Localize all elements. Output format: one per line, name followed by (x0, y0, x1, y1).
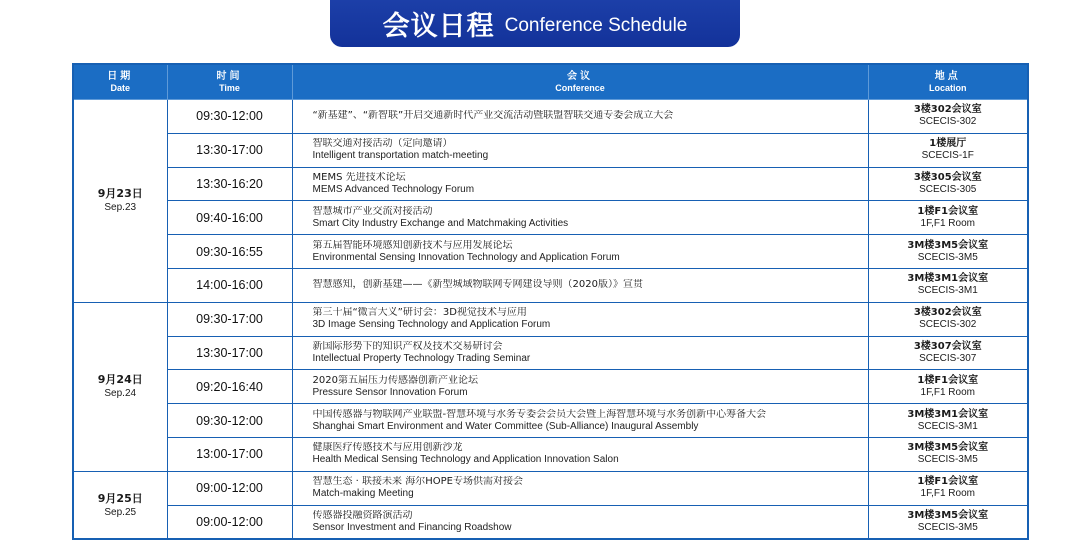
time-cell: 09:30-12:00 (167, 100, 292, 134)
location-cell (868, 235, 1028, 269)
location-en: 1F,F1 Room (920, 217, 975, 229)
table-row (73, 268, 1028, 302)
conference-cell (292, 437, 868, 471)
conference-title-zh: MEMS 先进技术论坛 (312, 171, 406, 183)
location-cell (868, 404, 1028, 438)
location-cell (868, 370, 1028, 404)
conference-title-zh: 智慧城市产业交流对接活动 (312, 205, 433, 217)
location-cell (868, 100, 1028, 134)
date-en: Sep.25 (104, 506, 137, 518)
conference-title-en: 3D Image Sensing Technology and Application Forum (312, 319, 551, 331)
time-cell: 09:30-17:00 (167, 302, 292, 336)
location-en: SCECIS-1F (921, 150, 974, 162)
table-row (73, 235, 1028, 269)
conference-title-en: Intellectual Property Technology Trading Seminar (312, 352, 531, 364)
location-zh: 3M楼3M1会议室 (907, 408, 989, 420)
header-time-zh: 时间 (216, 70, 243, 82)
location-zh: 3M楼3M1会议室 (907, 273, 989, 285)
schedule-body (73, 100, 1028, 540)
table-row (73, 100, 1028, 134)
conference-title-zh: 新国际形势下的知识产权及技术交易研讨会 (312, 340, 503, 352)
location-en: SCECIS-3M5 (917, 251, 978, 263)
conference-title-en: Sensor Investment and Financing Roadshow (312, 521, 512, 533)
table-row (73, 437, 1028, 471)
location-en: SCECIS-305 (919, 183, 977, 195)
time-cell: 09:20-16:40 (167, 370, 292, 404)
conference-cell (292, 302, 868, 336)
conference-title-zh: 中国传感器与物联网产业联盟-智慧环境与水务专委会会员大会暨上海智慧环境与水务创新中心筹备大会 (312, 408, 767, 420)
table-row (73, 336, 1028, 370)
conference-title-zh: 第五届智能环境感知创新技术与应用发展论坛 (312, 239, 513, 251)
table-row (73, 471, 1028, 505)
conference-title-en: Environmental Sensing Innovation Technology and Application Forum (312, 251, 620, 263)
banner-title-cn: 会议日程 (382, 11, 495, 42)
date-en: Sep.23 (104, 202, 137, 214)
conference-title-en: Health Medical Sensing Technology and Application Innovation Salon (312, 454, 619, 466)
location-en: 1F,F1 Room (920, 488, 975, 500)
location-zh: 1楼F1会议室 (917, 374, 979, 386)
conference-title-zh: 传感器投融资路演活动 (312, 509, 413, 521)
table-row (73, 370, 1028, 404)
location-cell (868, 201, 1028, 235)
location-zh: 1楼展厅 (929, 138, 967, 150)
time-cell: 09:30-16:55 (167, 235, 292, 269)
date-cell (73, 100, 167, 303)
header-conference-en: Conference (555, 82, 605, 93)
conference-title-en: Pressure Sensor Innovation Forum (312, 386, 468, 398)
location-cell (868, 471, 1028, 505)
table-header (73, 64, 1028, 100)
location-en: SCECIS-302 (919, 116, 977, 128)
conference-cell (292, 268, 868, 302)
time-cell: 13:30-16:20 (167, 167, 292, 201)
location-cell (868, 302, 1028, 336)
time-cell: 09:00-12:00 (167, 471, 292, 505)
location-zh: 3M楼3M5会议室 (907, 239, 989, 251)
location-zh: 3楼307会议室 (913, 340, 982, 352)
location-zh: 3M楼3M5会议室 (907, 509, 989, 521)
location-en: SCECIS-3M1 (917, 285, 978, 297)
header-location-en: Location (929, 82, 967, 93)
conference-title-zh: 智联交通对接活动（定向邀请） (312, 138, 453, 150)
location-en: SCECIS-3M1 (917, 420, 978, 432)
table-row (73, 505, 1028, 539)
time-cell: 13:30-17:00 (167, 336, 292, 370)
schedule-banner (330, 0, 740, 47)
location-cell (868, 336, 1028, 370)
location-zh: 3M楼3M5会议室 (907, 442, 989, 454)
location-cell (868, 133, 1028, 167)
date-en: Sep.24 (104, 388, 137, 400)
conference-title-en: Shanghai Smart Environment and Water Committee (Sub-Alliance) Inaugural Assembly (312, 420, 699, 432)
header-time (167, 64, 292, 100)
conference-cell (292, 336, 868, 370)
conference-title-zh: “新基建”、“新智联”开启交通新时代产业交流活动暨联盟智联交通专委会成立大会 (312, 110, 674, 122)
location-en: SCECIS-3M5 (917, 521, 978, 533)
conference-title-en: MEMS Advanced Technology Forum (312, 183, 475, 195)
location-en: SCECIS-3M5 (917, 454, 978, 466)
table-row (73, 302, 1028, 336)
conference-cell (292, 370, 868, 404)
conference-cell (292, 505, 868, 539)
header-conference-zh: 会议 (567, 70, 593, 82)
header-location-zh: 地点 (934, 70, 961, 82)
location-zh: 1楼F1会议室 (917, 476, 979, 488)
banner-title-en: Conference Schedule (504, 14, 688, 36)
time-cell: 09:30-12:00 (167, 404, 292, 438)
conference-title-zh: 智慧感知，创新基建——《新型城域物联网专网建设导则（2020版）》宣贯 (312, 279, 643, 291)
date-cell (73, 471, 167, 539)
table-row (73, 404, 1028, 438)
location-en: 1F,F1 Room (920, 386, 975, 398)
location-zh: 3楼302会议室 (913, 307, 982, 319)
conference-title-en: Smart City Industry Exchange and Matchmaking Activities (312, 217, 569, 229)
schedule-table (72, 63, 1029, 540)
date-zh: 9月25日 (97, 491, 143, 505)
conference-cell (292, 201, 868, 235)
location-zh: 1楼F1会议室 (917, 205, 979, 217)
location-zh: 3楼305会议室 (913, 171, 982, 183)
time-cell: 14:00-16:00 (167, 268, 292, 302)
location-cell (868, 437, 1028, 471)
conference-title-zh: 智慧生态 · 联接未来 海尔HOPE专场供需对接会 (312, 476, 523, 488)
date-zh: 9月24日 (97, 373, 143, 387)
location-zh: 3楼302会议室 (913, 104, 982, 116)
date-cell (73, 302, 167, 471)
conference-title-zh: 健康医疗传感技术与应用创新沙龙 (312, 442, 463, 454)
conference-cell (292, 133, 868, 167)
table-row (73, 201, 1028, 235)
location-cell (868, 505, 1028, 539)
time-cell: 09:00-12:00 (167, 505, 292, 539)
date-zh: 9月23日 (97, 187, 143, 201)
header-date (73, 64, 167, 100)
time-cell: 09:40-16:00 (167, 201, 292, 235)
conference-cell (292, 167, 868, 201)
conference-cell (292, 471, 868, 505)
conference-cell (292, 404, 868, 438)
location-cell (868, 268, 1028, 302)
conference-cell (292, 100, 868, 134)
header-date-en: Date (110, 82, 130, 93)
header-location (868, 64, 1028, 100)
location-en: SCECIS-302 (919, 319, 977, 331)
table-row (73, 167, 1028, 201)
conference-title-en: Match-making Meeting (312, 488, 414, 500)
conference-title-en: Intelligent transportation match-meeting (312, 150, 489, 162)
location-cell (868, 167, 1028, 201)
header-conference (292, 64, 868, 100)
time-cell: 13:30-17:00 (167, 133, 292, 167)
header-date-zh: 日期 (107, 70, 134, 82)
conference-title-zh: 第三十届“微言大义”研讨会：3D视觉技术与应用 (312, 307, 527, 319)
location-en: SCECIS-307 (919, 352, 977, 364)
table-row (73, 133, 1028, 167)
conference-cell (292, 235, 868, 269)
time-cell: 13:00-17:00 (167, 437, 292, 471)
conference-title-zh: 2020第五届压力传感器创新产业论坛 (312, 374, 478, 386)
header-time-en: Time (219, 82, 240, 93)
